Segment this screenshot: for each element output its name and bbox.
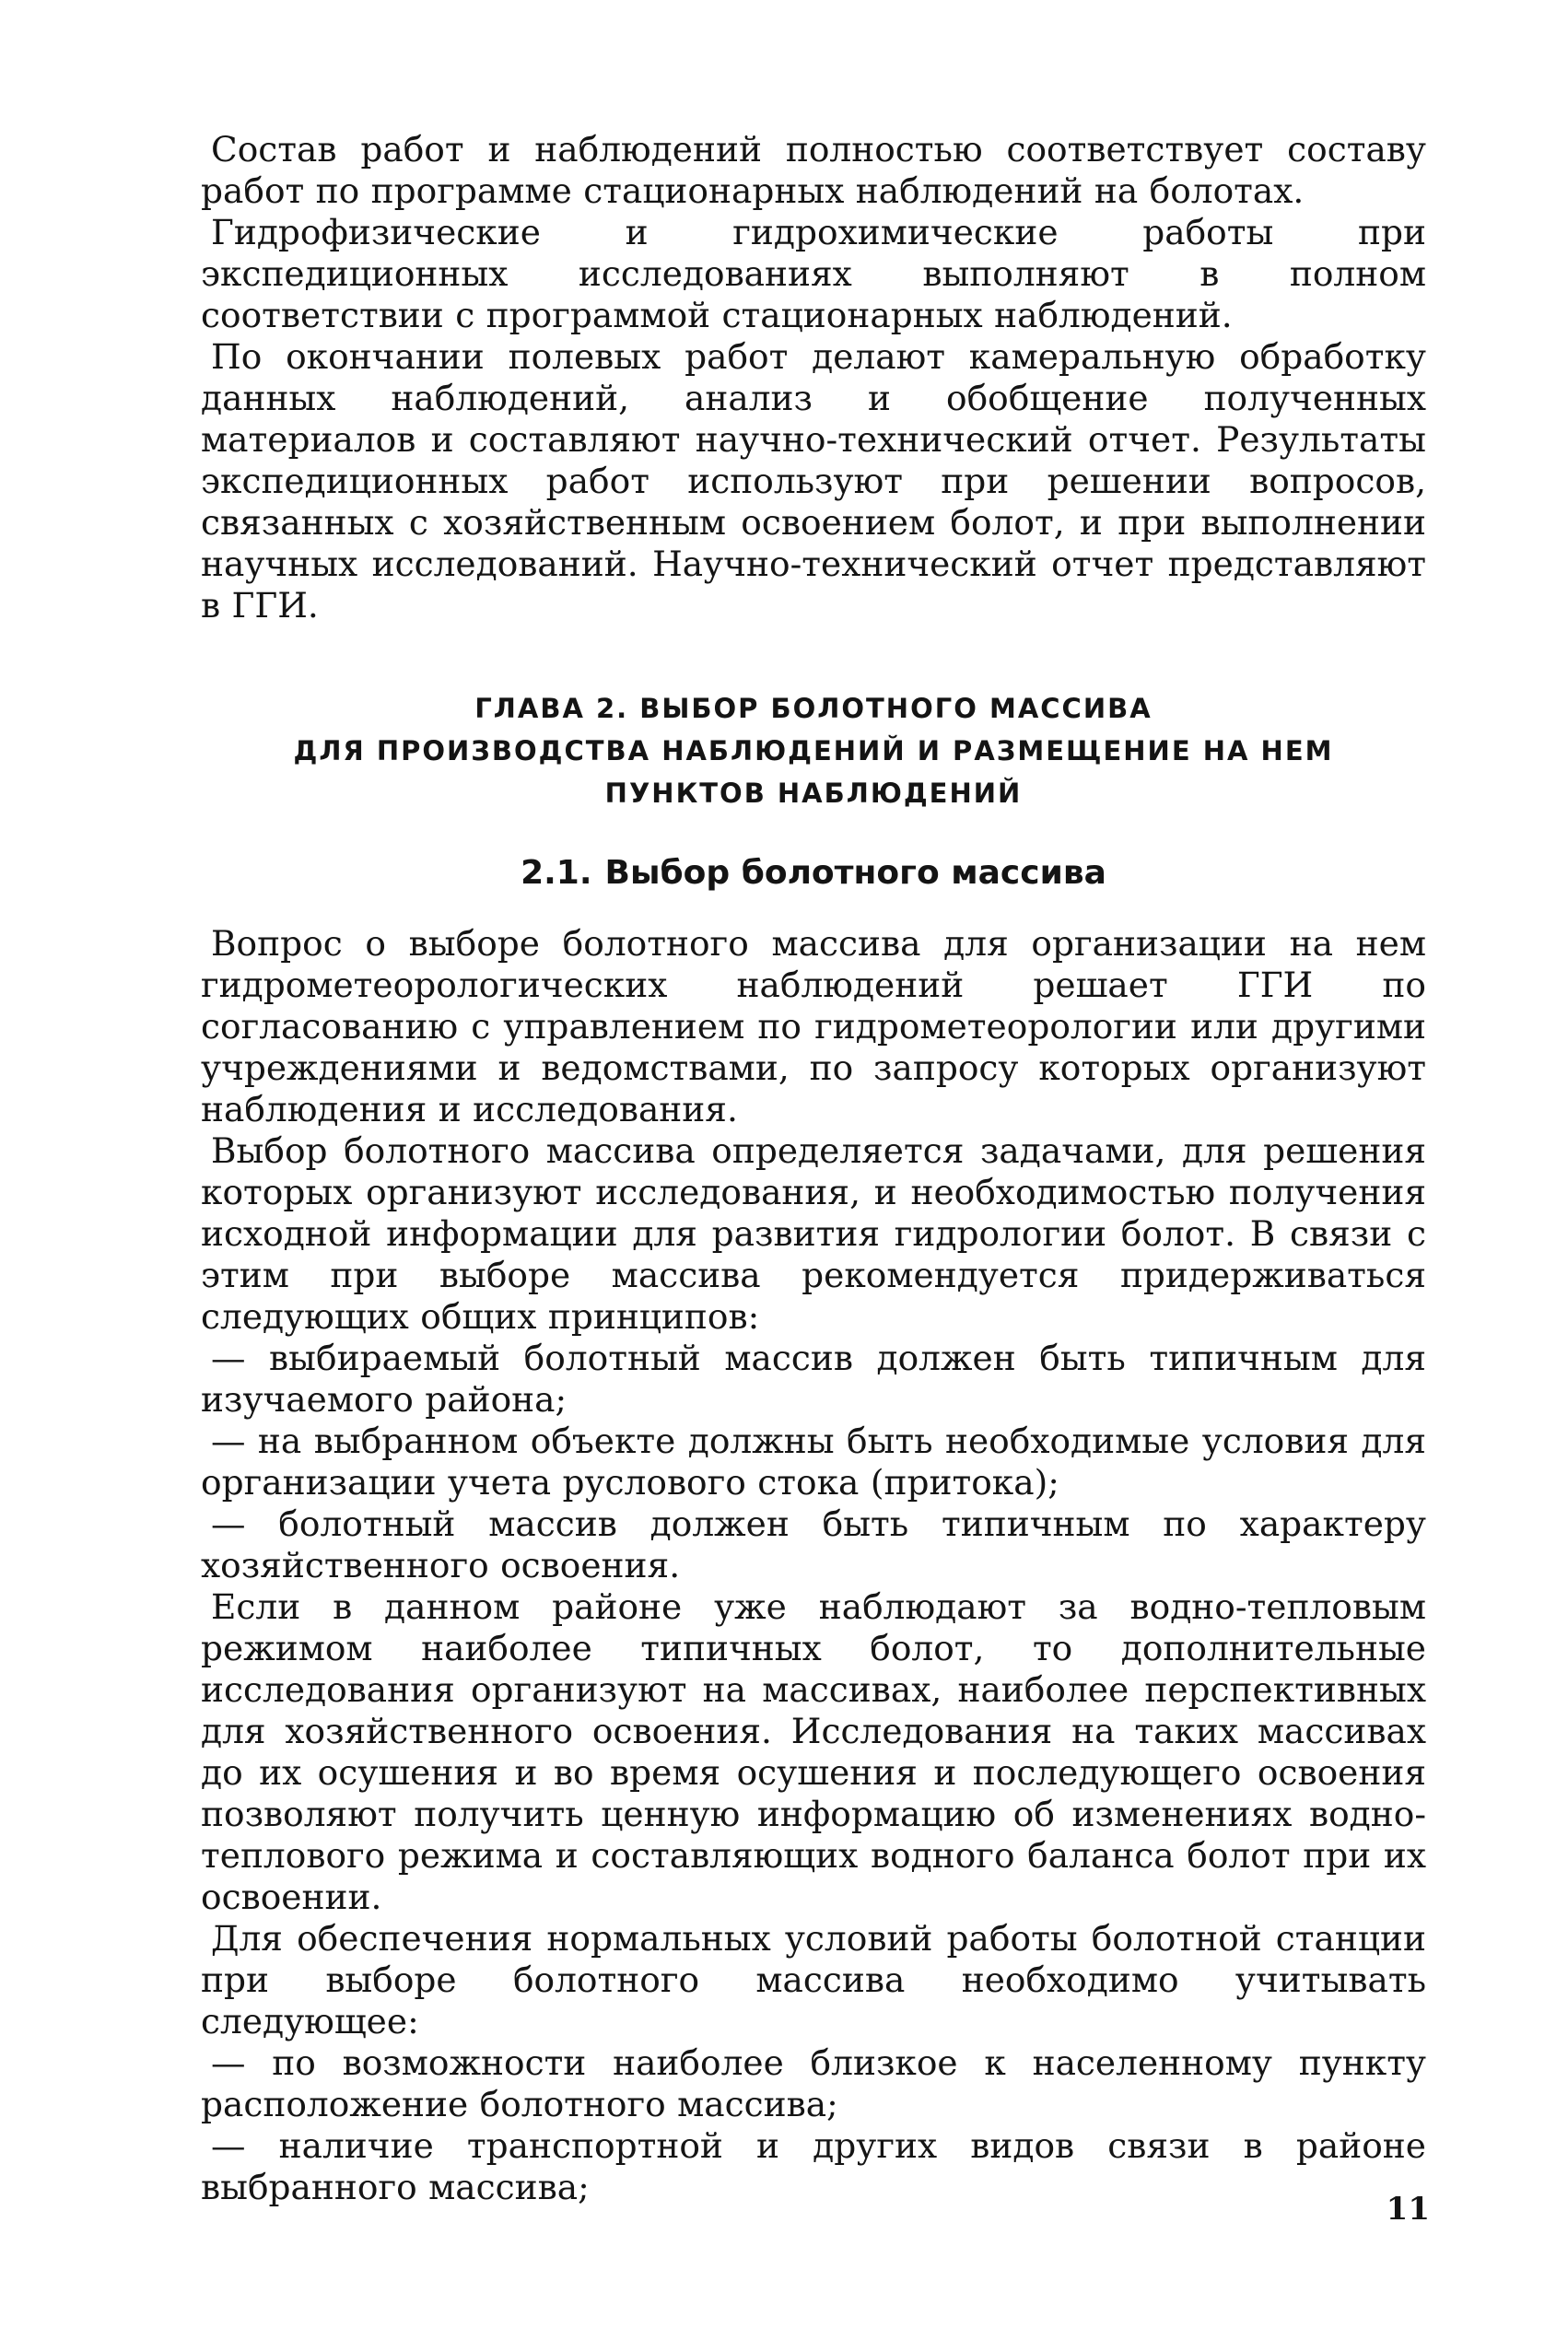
list-item-1: — выбираемый болотный массив должен быть типичным для изучаемого района;: [201, 1338, 1426, 1420]
body-paragraph-1: Вопрос о выборе болотного массива для организации на нем гидрометеорологических наблюдений решает ГГИ по согласованию с управлением по гидрометеорологии или другими учреждениями и ведомствами, по запросу которых организуют наблюдения и исследования.: [201, 923, 1426, 1129]
intro-paragraph-1: Состав работ и наблюдений полностью соответствует составу работ по программе стационарных наблюдений на болотах.: [201, 129, 1426, 211]
list-item-4: — по возможности наиболее близкое к населенному пункту расположение болотного массива;: [201, 2042, 1426, 2124]
section-title: Выбор болотного массива: [604, 854, 1106, 892]
list-item-3: — болотный массив должен быть типичным по характеру хозяйственного освоения.: [201, 1503, 1426, 1585]
body-paragraph-3: Если в данном районе уже наблюдают за водно-тепловым режимом наиболее типичных болот, то дополнительные исследования организуют на массивах, наиболее перспективных для хозяйственного освоения. Исследования на таких массивах до их осушения и во время осушения и последующего освоения позволяют получить ценную информацию об изменениях водно-теплового режима и составляющих водного баланса болот при их освоении.: [201, 1586, 1426, 1917]
body-paragraph-4: Для обеспечения нормальных условий работы болотной станции при выборе болотного массива необходимо учитывать следующее:: [201, 1918, 1426, 2041]
chapter-heading-line-1: ГЛАВА 2. ВЫБОР БОЛОТНОГО МАССИВА: [474, 693, 1153, 724]
list-item-5: — наличие транспортной и других видов связи в районе выбранного массива;: [201, 2125, 1426, 2207]
body-paragraph-2: Выбор болотного массива определяется задачами, для решения которых организуют исследования, и необходимостью получения исходной информации для развития гидрологии болот. В связи с этим при выборе массива рекомендуется придерживаться следующих общих принципов:: [201, 1130, 1426, 1337]
list-item-2: — на выбранном объекте должны быть необходимые условия для организации учета руслового стока (притока);: [201, 1421, 1426, 1503]
chapter-heading: [201, 687, 1426, 814]
intro-paragraph-3: По окончании полевых работ делают камеральную обработку данных наблюдений, анализ и обобщение полученных материалов и составляют научно-технический отчет. Результаты экспедиционных работ используют при решении вопросов, связанных с хозяйственным освоением болот, и при выполнении научных исследований. Научно-технический отчет представляют в ГГИ.: [201, 336, 1426, 626]
section-number: 2.1.: [521, 854, 592, 892]
section-heading: [201, 851, 1426, 895]
intro-paragraph-2: Гидрофизические и гидрохимические работы при экспедиционных исследованиях выполняют в полном соответствии с программой стационарных наблюдений.: [201, 212, 1426, 335]
chapter-heading-line-2: ДЛЯ ПРОИЗВОДСТВА НАБЛЮДЕНИЙ И РАЗМЕЩЕНИЕ НА НЕМ: [293, 735, 1334, 766]
page-number: 11: [1386, 2191, 1430, 2228]
document-page: [201, 129, 1426, 2208]
chapter-heading-line-3: ПУНКТОВ НАБЛЮДЕНИЙ: [604, 778, 1023, 809]
